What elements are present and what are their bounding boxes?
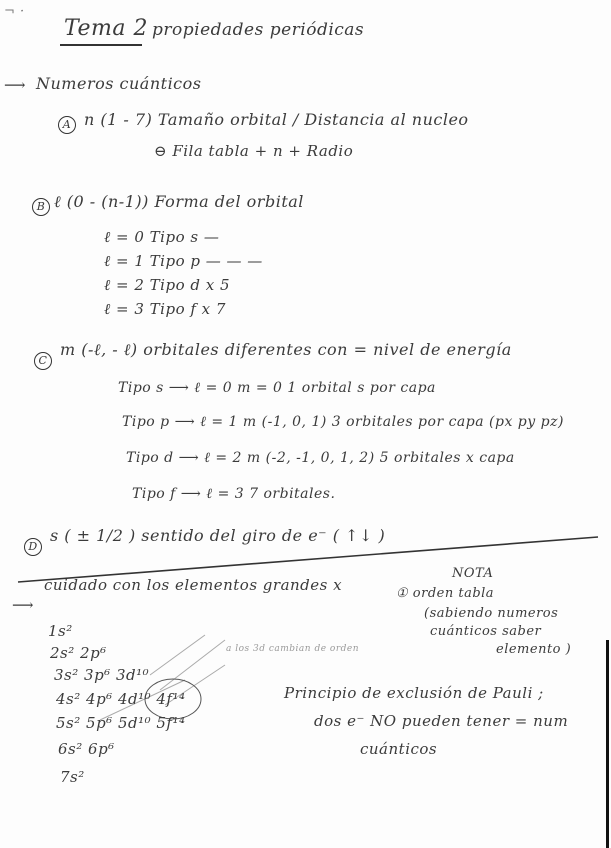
config-row: 2s² 2p⁶ xyxy=(50,644,107,662)
page-edge-mark xyxy=(606,640,609,848)
bullet-d: D xyxy=(24,538,42,556)
config-row: 1s² xyxy=(48,622,73,640)
pauli-line: Principio de exclusión de Pauli ; xyxy=(284,684,544,702)
config-row: 3s² 3p⁶ 3d¹⁰ xyxy=(54,666,150,684)
item-b-line: ℓ = 2 Tipo d x 5 xyxy=(104,276,231,294)
item-c-text: m (-ℓ, - ℓ) orbitales diferentes con = nivel de energía xyxy=(60,340,512,359)
arrow-icon: ⟶ xyxy=(4,76,27,94)
section-heading-numeros: Numeros cuánticos xyxy=(36,74,202,93)
page-title-subject: propiedades periódicas xyxy=(152,20,365,40)
item-d-text: s ( ± 1/2 ) sentido del giro de e⁻ ( ↑↓ ) xyxy=(50,526,386,545)
item-b-line: ℓ = 0 Tipo s — xyxy=(104,228,220,246)
item-b-line: ℓ = 3 Tipo f x 7 xyxy=(104,300,226,318)
config-row: 6s² 6p⁶ xyxy=(58,740,115,758)
nota-label: NOTA xyxy=(452,566,494,581)
section-heading-cuidado: cuidado con los elementos grandes x xyxy=(44,576,343,594)
pauli-line: dos e⁻ NO pueden tener = num xyxy=(314,712,569,730)
item-a-text: n (1 - 7) Tamaño orbital / Distancia al nucleo xyxy=(84,110,469,129)
config-row: 4s² 4p⁶ 4d¹⁰ 4f¹⁴ xyxy=(56,690,186,708)
config-row: 5s² 5p⁶ 5d¹⁰ 5f¹⁴ xyxy=(56,714,186,732)
config-row: 7s² xyxy=(60,768,85,786)
bullet-b: B xyxy=(32,198,50,216)
nota-line: elemento ) xyxy=(496,642,572,657)
item-b-line: ℓ = 1 Tipo p — — — xyxy=(104,252,263,270)
item-b-text: ℓ (0 - (n-1)) Forma del orbital xyxy=(54,192,304,211)
pauli-line: cuánticos xyxy=(360,740,438,758)
nota-line: cuánticos saber xyxy=(430,624,542,639)
config-note: a los 3d cambian de orden xyxy=(226,644,360,654)
item-a-sub: ⊖ Fila tabla + n + Radio xyxy=(154,142,354,160)
nota-line: (sabiendo numeros xyxy=(424,606,559,621)
nota-line: ① orden tabla xyxy=(396,586,495,601)
bullet-a: A xyxy=(58,116,76,134)
item-c-line: Tipo p ⟶ ℓ = 1 m (-1, 0, 1) 3 orbitales por capa (px py pz) xyxy=(122,414,564,430)
page-title-tema: Tema 2 xyxy=(64,16,148,41)
corner-mark: ¬ · xyxy=(4,4,25,19)
item-c-line: Tipo d ⟶ ℓ = 2 m (-2, -1, 0, 1, 2) 5 orbitales x capa xyxy=(126,450,515,466)
item-c-line: Tipo f ⟶ ℓ = 3 7 orbitales. xyxy=(132,486,336,502)
arrow-icon: ⟶ xyxy=(12,596,35,614)
bullet-c: C xyxy=(34,352,52,370)
item-c-line: Tipo s ⟶ ℓ = 0 m = 0 1 orbital s por capa xyxy=(118,380,436,396)
